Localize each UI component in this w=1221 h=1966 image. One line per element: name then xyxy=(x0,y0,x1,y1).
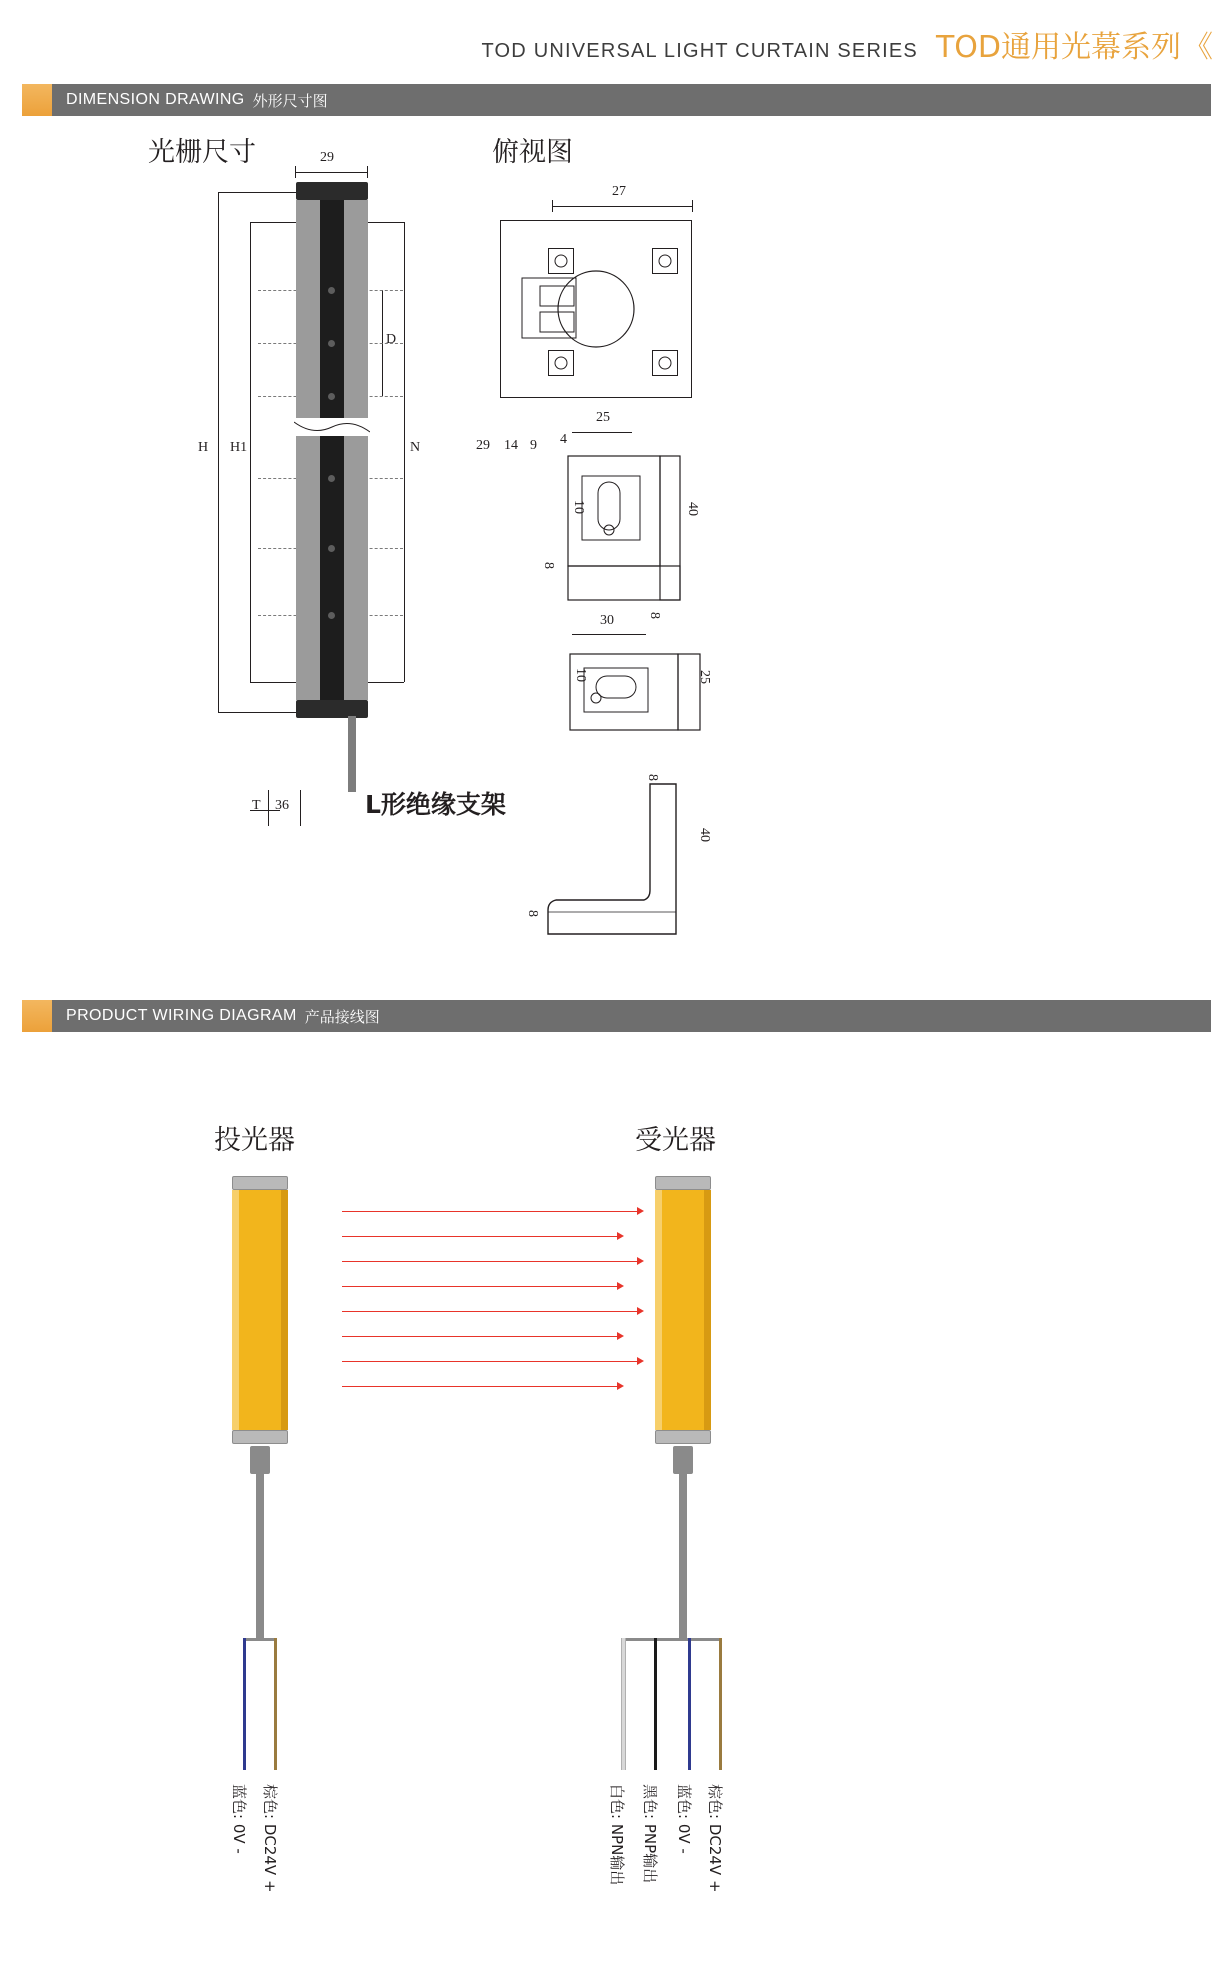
section-tab-accent-2 xyxy=(22,1000,52,1032)
curtain-lens-2 xyxy=(328,340,335,347)
b1-dim-line-25 xyxy=(572,432,632,433)
dim-value-D: D xyxy=(386,332,397,347)
curtain-top-cap xyxy=(296,182,368,200)
receiver-wire-junction xyxy=(621,1638,722,1641)
lb-value-40: 40 xyxy=(697,828,712,842)
receiver-wire-blue xyxy=(688,1638,691,1770)
bracket1-svg xyxy=(560,446,730,616)
dim-line-29 xyxy=(295,172,367,173)
topview-dim-line-27 xyxy=(552,206,692,207)
beam-line-5 xyxy=(342,1311,642,1312)
beam-arrow-5 xyxy=(637,1307,644,1315)
section-label-cn: 外形尺寸图 xyxy=(252,91,328,110)
b2-value-8: 8 xyxy=(647,612,662,619)
beam-arrow-1 xyxy=(637,1207,644,1215)
topview-value-4: 4 xyxy=(560,432,567,447)
break-squiggle-icon xyxy=(294,418,370,436)
curtain-lens-1 xyxy=(328,287,335,294)
beam-line-3 xyxy=(342,1261,642,1262)
topview-tick-27-l xyxy=(552,200,553,212)
beam-arrow-4 xyxy=(617,1282,624,1290)
section-bar-body-2 xyxy=(52,1000,1211,1032)
receiver-title: 受光器 xyxy=(635,1125,716,1156)
receiver-top-cap xyxy=(655,1176,711,1190)
emitter-title: 投光器 xyxy=(214,1125,295,1156)
dim-tick-36-left xyxy=(268,790,269,826)
curtain-right-face xyxy=(344,200,368,700)
receiver-body xyxy=(655,1190,711,1430)
dim-line-H1 xyxy=(250,222,251,682)
topview-value-27: 27 xyxy=(612,184,626,199)
emitter-wire-label-brown: 棕色: DC24V + xyxy=(261,1784,279,1893)
header-title-cn: TOD通用光幕系列 xyxy=(935,30,1181,65)
dim-tick-36-right xyxy=(300,790,301,826)
beam-arrow-2 xyxy=(617,1232,624,1240)
beam-arrow-6 xyxy=(617,1332,624,1340)
beam-line-7 xyxy=(342,1361,642,1362)
topview-value-14: 14 xyxy=(504,438,518,453)
beam-arrow-3 xyxy=(637,1257,644,1265)
section-header-product-wiring-diagram xyxy=(22,1000,1211,1032)
receiver-bottom-cap xyxy=(655,1430,711,1444)
emitter-top-cap xyxy=(232,1176,288,1190)
dim-value-H1: H1 xyxy=(230,440,248,455)
beam-line-4 xyxy=(342,1286,622,1287)
receiver-wire-label-blue: 蓝色: 0V - xyxy=(675,1784,693,1854)
curtain-lens-6 xyxy=(328,612,335,619)
lb-value-8-top: 8 xyxy=(645,774,660,781)
page-header xyxy=(0,22,1221,66)
b2-value-hole10: 10 xyxy=(573,668,588,682)
dim-tick-29-right xyxy=(367,166,368,178)
curtain-bottom-cap xyxy=(296,700,368,718)
topview-detail-svg xyxy=(500,220,692,398)
wiring-diagram-area xyxy=(0,1050,1221,1966)
receiver-wire-label-black: 黑色: PNP输出 xyxy=(641,1784,659,1884)
receiver-wire-label-white: 白色: NPN输出 xyxy=(608,1784,626,1886)
receiver-unit xyxy=(655,1176,711,1444)
beam-arrow-8 xyxy=(617,1382,624,1390)
beam-line-2 xyxy=(342,1236,622,1237)
dim-line-H xyxy=(218,192,219,712)
curtain-lens-5 xyxy=(328,545,335,552)
curtain-window xyxy=(320,200,344,700)
section-label-cn-2: 产品接线图 xyxy=(304,1007,380,1026)
dim-line-N xyxy=(404,222,405,682)
emitter-wire-label-blue: 蓝色: 0V - xyxy=(230,1784,248,1854)
l-bracket-svg xyxy=(540,782,720,950)
dim-value-29: 29 xyxy=(320,150,334,165)
dim-value-N: N xyxy=(410,440,421,455)
b2-value-25: 25 xyxy=(697,670,712,684)
section-label-en: DIMENSION DRAWING xyxy=(66,91,245,108)
title-grating-size: 光栅尺寸 xyxy=(148,137,256,168)
dim-value-T: T xyxy=(252,798,261,813)
b1-value-8: 8 xyxy=(541,562,556,569)
bracket2-svg xyxy=(562,646,742,766)
dimension-drawing-area xyxy=(0,110,1221,917)
emitter-wire-junction xyxy=(243,1638,277,1641)
b2-dim-line-30 xyxy=(572,634,646,635)
dim-tick-29-left xyxy=(295,166,296,178)
curtain-cable xyxy=(348,716,356,792)
b2-value-30: 30 xyxy=(600,613,614,628)
emitter-wire-blue xyxy=(243,1638,246,1770)
header-mark: 《 xyxy=(1183,31,1213,64)
beam-line-6 xyxy=(342,1336,622,1337)
curtain-lens-4 xyxy=(328,475,335,482)
b1-value-40: 40 xyxy=(685,502,700,516)
dim-value-36: 36 xyxy=(275,798,289,813)
emitter-unit xyxy=(232,1176,288,1444)
receiver-wire-label-brown: 棕色: DC24V + xyxy=(706,1784,724,1893)
emitter-connector xyxy=(250,1446,270,1474)
emitter-bottom-cap xyxy=(232,1430,288,1444)
b1-value-hole10: 10 xyxy=(571,500,586,514)
curtain-left-face xyxy=(296,200,320,700)
header-title-en: TOD UNIVERSAL LIGHT CURTAIN SERIES xyxy=(481,40,918,62)
b1-value-25: 25 xyxy=(596,410,610,425)
title-l-bracket: L形绝缘支架 xyxy=(365,790,506,819)
dim-value-H: H xyxy=(198,440,209,455)
curtain-lens-3 xyxy=(328,393,335,400)
topview-value-29: 29 xyxy=(476,438,490,453)
receiver-connector xyxy=(673,1446,693,1474)
section-label-en-2: PRODUCT WIRING DIAGRAM xyxy=(66,1007,297,1024)
receiver-wire-white xyxy=(621,1638,626,1770)
emitter-body xyxy=(232,1190,288,1430)
lb-value-8-bottom: 8 xyxy=(525,910,540,917)
receiver-wire-black xyxy=(654,1638,657,1770)
receiver-cable xyxy=(679,1474,687,1638)
emitter-wire-brown xyxy=(274,1638,277,1770)
topview-value-9: 9 xyxy=(530,438,537,453)
beam-line-8 xyxy=(342,1386,622,1387)
title-top-view: 俯视图 xyxy=(492,137,573,168)
receiver-wire-brown xyxy=(719,1638,722,1770)
emitter-cable xyxy=(256,1474,264,1638)
curtain-break-symbol xyxy=(294,418,370,436)
beam-arrow-7 xyxy=(637,1357,644,1365)
topview-tick-27-r xyxy=(692,200,693,212)
beam-line-1 xyxy=(342,1211,642,1212)
